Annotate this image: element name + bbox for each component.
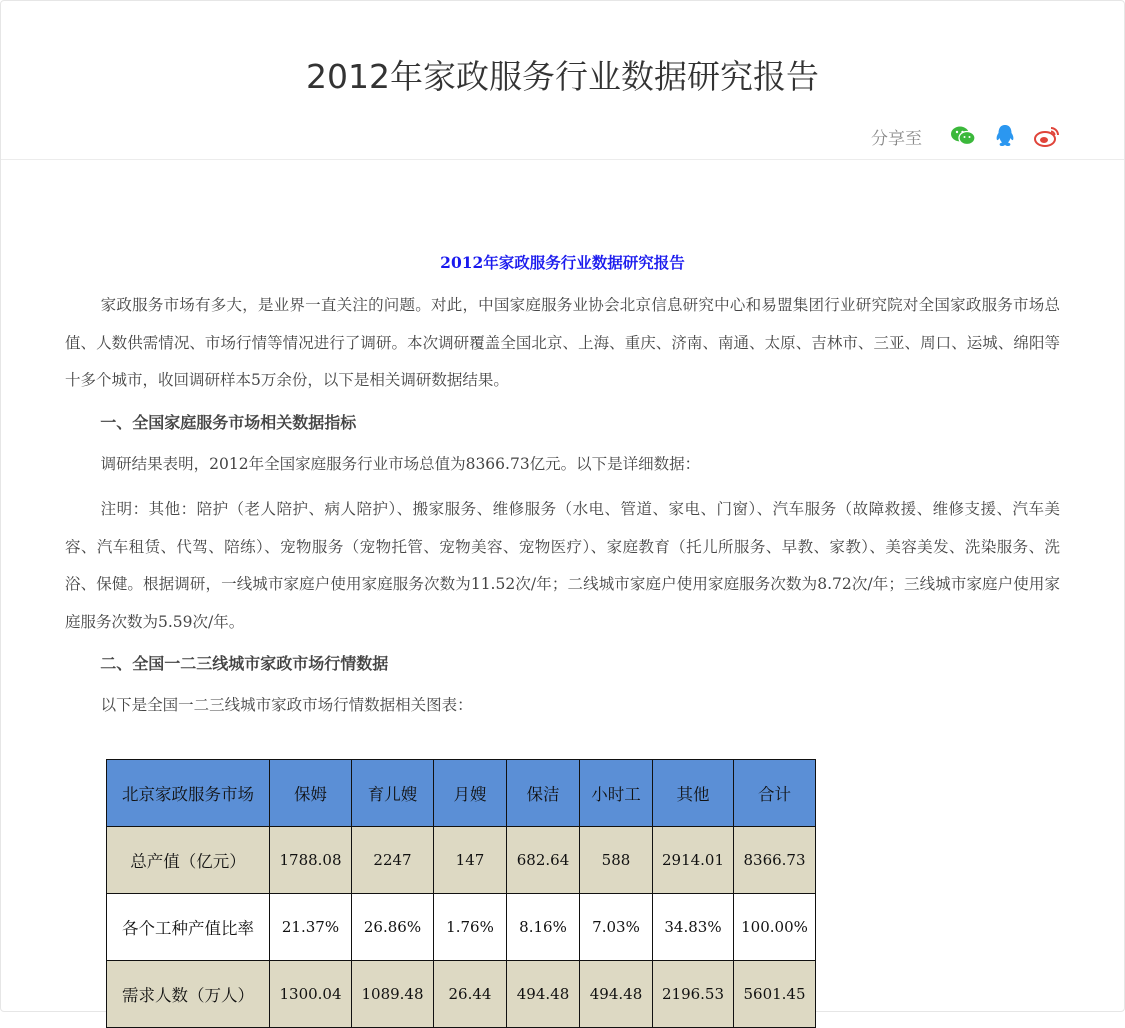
article-body [65, 251, 1060, 725]
section-1-heading: 一、全国家庭服务市场相关数据指标 [100, 412, 357, 432]
table-cell: 21.37% [270, 894, 352, 961]
table-cell: 147 [434, 827, 507, 894]
table-header-cell: 保洁 [507, 760, 580, 827]
weibo-icon[interactable] [1032, 121, 1062, 151]
table-cell: 8.16% [507, 894, 580, 961]
article-header [1, 1, 1124, 160]
table-cell: 682.64 [507, 827, 580, 894]
table-header-row [107, 760, 816, 827]
section-1-paragraph-1: 调研结果表明，2012年全国家庭服务行业市场总值为8366.73亿元。以下是详细数据： [100, 454, 701, 473]
table-cell: 2914.01 [653, 827, 734, 894]
table-header-cell: 育儿嫂 [352, 760, 434, 827]
table-cell: 1300.04 [270, 961, 352, 1028]
table-cell: 588 [580, 827, 653, 894]
table-header-cell: 合计 [734, 760, 816, 827]
table-header-cell: 小时工 [580, 760, 653, 827]
table-header-cell: 月嫂 [434, 760, 507, 827]
table-row [107, 827, 816, 894]
table-cell: 26.86% [352, 894, 434, 961]
table-cell: 26.44 [434, 961, 507, 1028]
table-cell: 100.00% [734, 894, 816, 961]
table-header-cell: 保姆 [270, 760, 352, 827]
table-header-cell: 其他 [653, 760, 734, 827]
table-cell: 2196.53 [653, 961, 734, 1028]
intro-paragraph: 家政服务市场有多大，是业界一直关注的问题。对此，中国家庭服务业协会北京信息研究中心和易盟集团行业研究院对全国家政服务市场总值、人数供需情况、市场行情等情况进行了调研。本次调研覆盖全国北京、上海、重庆、济南、南通、太原、吉林市、三亚、周口、运城、绵阳等十多个城市，收回调研样本5万余份，以下是相关调研数据结果。 [65, 296, 1060, 389]
table-cell: 34.83% [653, 894, 734, 961]
table-cell: 494.48 [507, 961, 580, 1028]
page-title: 2012年家政服务行业数据研究报告 [306, 57, 819, 96]
table-cell: 2247 [352, 827, 434, 894]
table-cell: 1788.08 [270, 827, 352, 894]
section-1-note: 注明：其他：陪护（老人陪护、病人陪护）、搬家服务、维修服务（水电、管道、家电、门窗）、汽车服务（故障救援、维修支援、汽车美容、汽车租赁、代驾、陪练）、宠物服务（宠物托管、宠物美容、宠物医疗）、家庭教育（托儿所服务、早教、家教）、美容美发、洗染服务、洗浴、保健。根据调研，一线城市家庭户使用家庭服务次数为11.52次/年；二线城市家庭户使用家庭服务次数为8.72次/年；三线城市家庭户使用家庭服务次数为5.59次/年。 [65, 500, 1060, 631]
share-bar [871, 121, 1062, 151]
section-2-paragraph-1: 以下是全国一二三线城市家政市场行情数据相关图表： [100, 696, 473, 714]
table-row [107, 894, 816, 961]
table-cell: 494.48 [580, 961, 653, 1028]
table-row-label: 总产值（亿元） [107, 827, 270, 894]
article-title: 2012年家政服务行业数据研究报告 [440, 253, 685, 272]
table-cell: 7.03% [580, 894, 653, 961]
table-row-label: 需求人数（万人） [107, 961, 270, 1028]
market-data-table [106, 759, 816, 1028]
table-header-cell: 北京家政服务市场 [107, 760, 270, 827]
share-label: 分享至 [871, 128, 922, 149]
section-2-heading: 二、全国一二三线城市家政市场行情数据 [100, 654, 389, 673]
table-cell: 1.76% [434, 894, 507, 961]
qq-icon[interactable] [990, 121, 1020, 151]
table-cell: 1089.48 [352, 961, 434, 1028]
table-cell: 8366.73 [734, 827, 816, 894]
table-cell: 5601.45 [734, 961, 816, 1028]
table-row [107, 961, 816, 1028]
table-row-label: 各个工种产值比率 [107, 894, 270, 961]
wechat-icon[interactable] [948, 121, 978, 151]
